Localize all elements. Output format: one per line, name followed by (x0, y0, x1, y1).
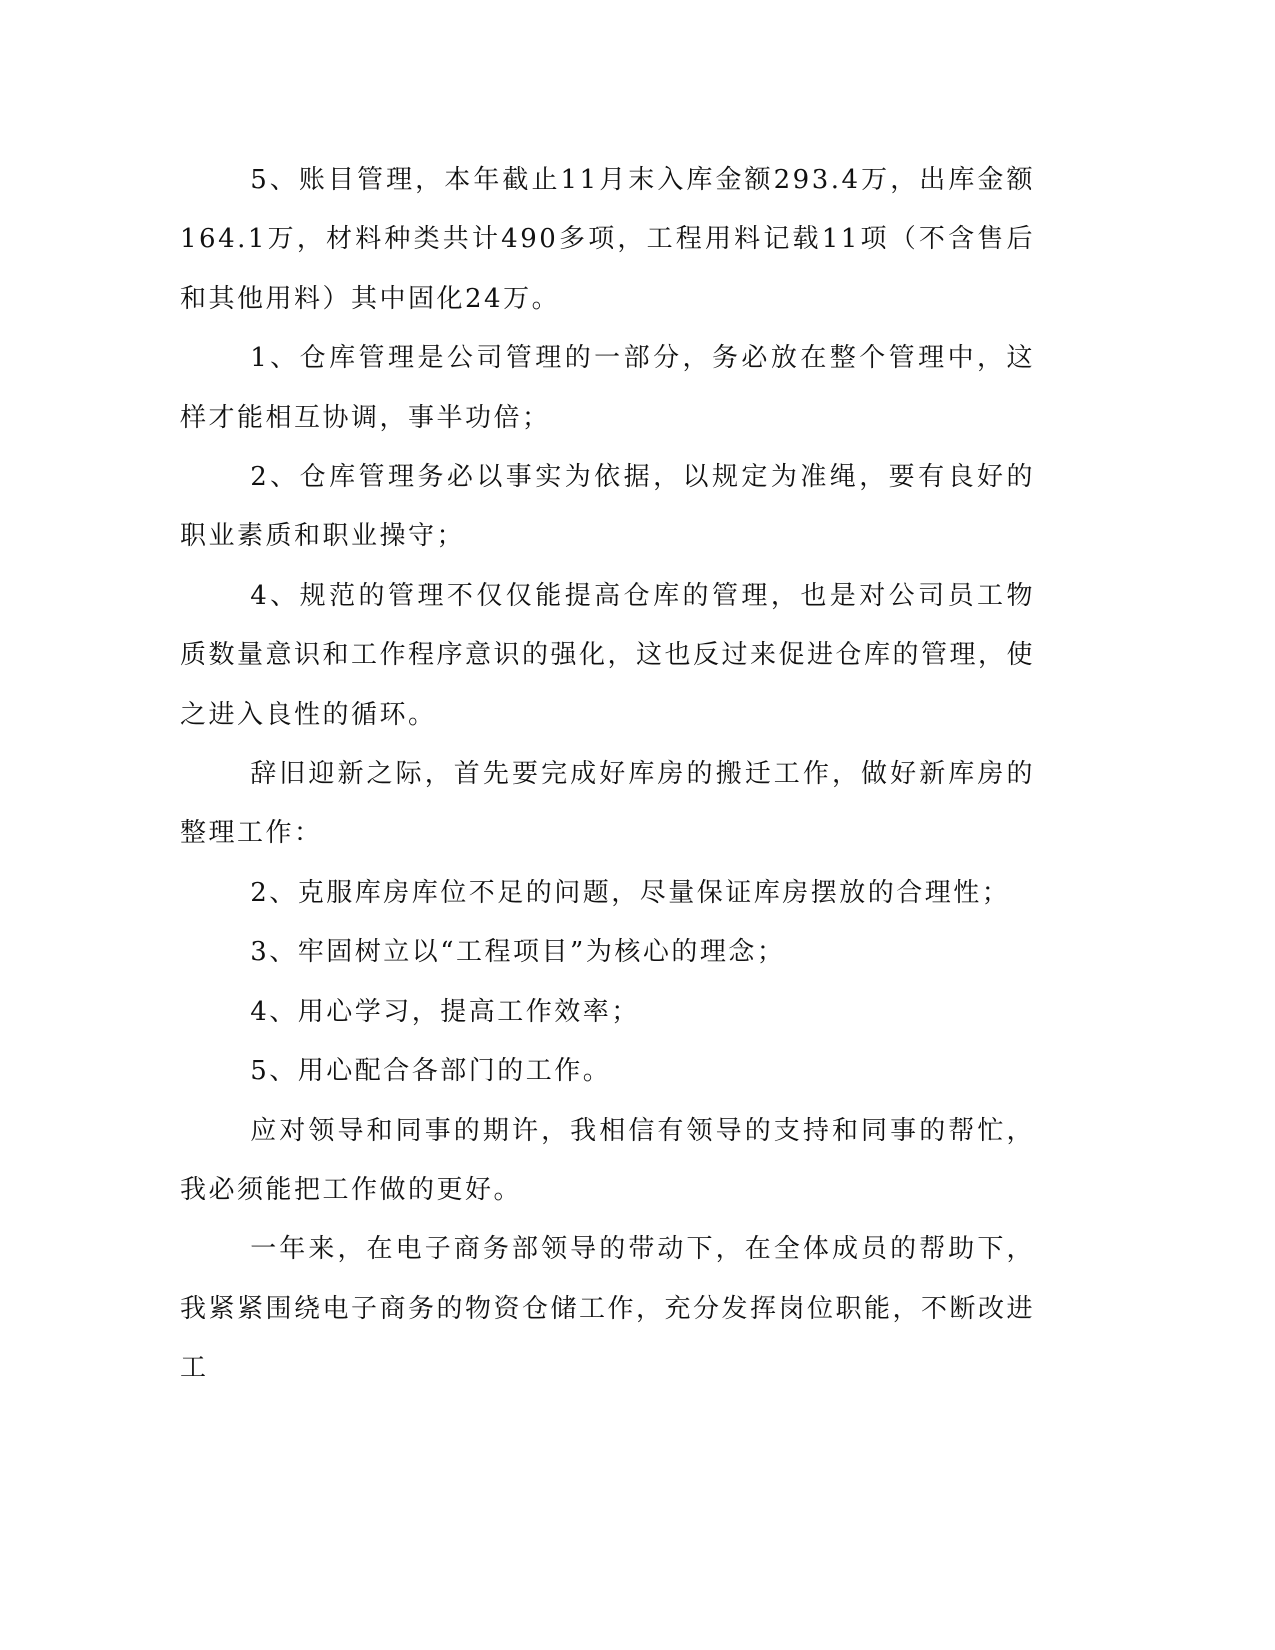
paragraph-standardized-management: 4、规范的管理不仅仅能提高仓库的管理，也是对公司员工物质数量意识和工作程序意识的强化，这也反过来促进仓库的管理，使之进入良性的循环。 (180, 580, 1036, 730)
document-body (180, 151, 1035, 1399)
paragraph-expectations: 应对领导和同事的期许，我相信有领导的支持和同事的帮忙，我必须能把工作做的更好。 (180, 1115, 1035, 1205)
paragraph-study-efficiency: 4、用心学习，提高工作效率； (250, 996, 640, 1027)
paragraph-cooperation: 5、用心配合各部门的工作。 (250, 1056, 612, 1087)
paragraph-warehouse-part-of-company: 1、仓库管理是公司管理的一部分，务必放在整个管理中，这样才能相互协调，事半功倍； (180, 343, 1035, 433)
paragraph-facts-and-rules: 2、仓库管理务必以事实为依据，以规定为准绳，要有良好的职业素质和职业操守； (180, 462, 1035, 552)
paragraph-warehouse-relocation: 辞旧迎新之际，首先要完成好库房的搬迁工作，做好新库房的整理工作： (180, 759, 1035, 849)
paragraph-storage-space: 2、克服库房库位不足的问题，尽量保证库房摆放的合理性； (250, 877, 1011, 908)
paragraph-account-management: 5、账目管理，本年截止11月末入库金额293.4万，出库金额164.1万，材料种类共计490多项，工程用料记载11项（不含售后和其他用料）其中固化24万。 (180, 165, 1035, 314)
paragraph-year-review: 一年来，在电子商务部领导的带动下，在全体成员的帮助下，我紧紧围绕电子商务的物资仓储工作，充分发挥岗位职能，不断改进工 (180, 1234, 1036, 1384)
paragraph-project-core: 3、牢固树立以“工程项目”为核心的理念； (250, 937, 786, 968)
